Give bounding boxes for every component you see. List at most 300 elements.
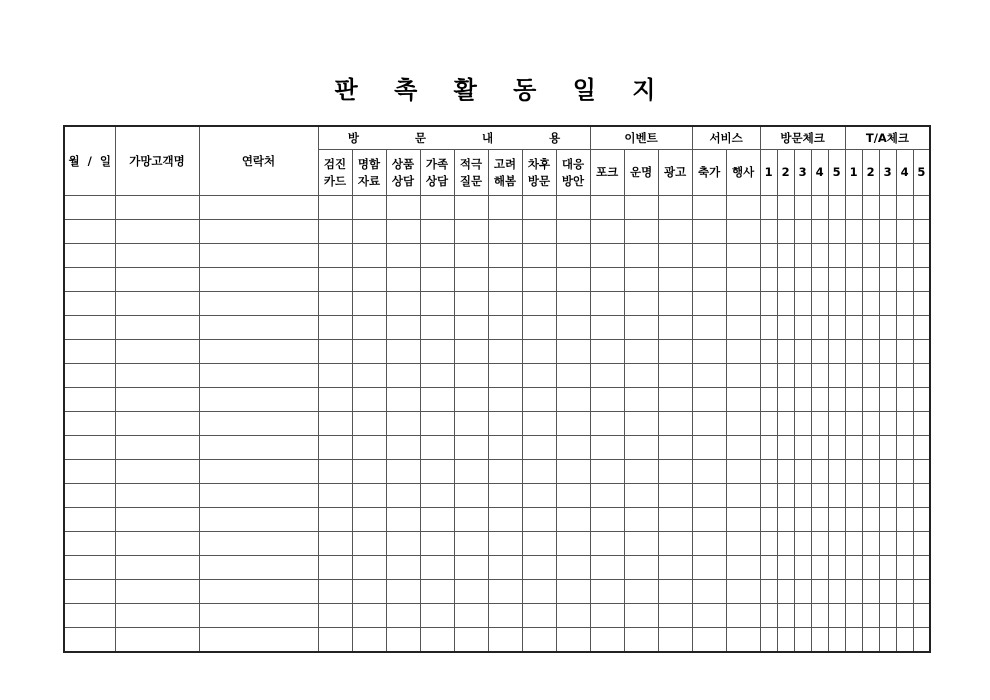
table-cell[interactable] — [845, 196, 862, 220]
table-cell[interactable] — [488, 508, 522, 532]
table-cell[interactable] — [115, 220, 199, 244]
table-cell[interactable] — [488, 340, 522, 364]
table-cell[interactable] — [896, 220, 913, 244]
table-cell[interactable] — [777, 340, 794, 364]
table-cell[interactable] — [794, 532, 811, 556]
table-cell[interactable] — [522, 268, 556, 292]
table-cell[interactable] — [692, 580, 726, 604]
table-cell[interactable] — [115, 508, 199, 532]
table-cell[interactable] — [913, 196, 930, 220]
table-cell[interactable] — [777, 244, 794, 268]
table-cell[interactable] — [199, 340, 318, 364]
table-cell[interactable] — [913, 220, 930, 244]
table-cell[interactable] — [692, 340, 726, 364]
table-cell[interactable] — [488, 412, 522, 436]
table-cell[interactable] — [862, 340, 879, 364]
table-cell[interactable] — [692, 484, 726, 508]
table-cell[interactable] — [811, 556, 828, 580]
table-cell[interactable] — [488, 196, 522, 220]
table-cell[interactable] — [115, 316, 199, 340]
table-cell[interactable] — [794, 508, 811, 532]
table-cell[interactable] — [692, 508, 726, 532]
table-cell[interactable] — [896, 604, 913, 628]
table-cell[interactable] — [879, 388, 896, 412]
table-cell[interactable] — [896, 436, 913, 460]
table-cell[interactable] — [556, 340, 590, 364]
table-cell[interactable] — [726, 460, 760, 484]
table-cell[interactable] — [115, 580, 199, 604]
table-cell[interactable] — [199, 628, 318, 653]
table-cell[interactable] — [913, 292, 930, 316]
table-cell[interactable] — [760, 364, 777, 388]
table-cell[interactable] — [454, 196, 488, 220]
table-cell[interactable] — [522, 244, 556, 268]
table-cell[interactable] — [64, 196, 115, 220]
table-cell[interactable] — [811, 340, 828, 364]
table-cell[interactable] — [811, 508, 828, 532]
table-cell[interactable] — [692, 412, 726, 436]
table-cell[interactable] — [318, 412, 352, 436]
table-cell[interactable] — [199, 508, 318, 532]
table-cell[interactable] — [556, 268, 590, 292]
table-cell[interactable] — [828, 604, 845, 628]
table-cell[interactable] — [811, 484, 828, 508]
table-cell[interactable] — [420, 532, 454, 556]
table-cell[interactable] — [624, 340, 658, 364]
table-cell[interactable] — [862, 460, 879, 484]
table-cell[interactable] — [845, 388, 862, 412]
table-cell[interactable] — [896, 412, 913, 436]
table-cell[interactable] — [386, 580, 420, 604]
table-cell[interactable] — [828, 412, 845, 436]
table-cell[interactable] — [811, 364, 828, 388]
table-cell[interactable] — [556, 460, 590, 484]
table-cell[interactable] — [488, 364, 522, 388]
table-cell[interactable] — [828, 364, 845, 388]
table-cell[interactable] — [862, 244, 879, 268]
table-cell[interactable] — [199, 388, 318, 412]
table-cell[interactable] — [488, 460, 522, 484]
table-cell[interactable] — [896, 460, 913, 484]
table-cell[interactable] — [488, 244, 522, 268]
table-cell[interactable] — [115, 268, 199, 292]
table-cell[interactable] — [522, 484, 556, 508]
table-cell[interactable] — [488, 268, 522, 292]
table-cell[interactable] — [199, 316, 318, 340]
table-cell[interactable] — [386, 340, 420, 364]
table-cell[interactable] — [420, 316, 454, 340]
table-cell[interactable] — [64, 508, 115, 532]
table-cell[interactable] — [879, 604, 896, 628]
table-cell[interactable] — [115, 436, 199, 460]
table-cell[interactable] — [828, 292, 845, 316]
table-cell[interactable] — [420, 604, 454, 628]
table-cell[interactable] — [760, 244, 777, 268]
table-cell[interactable] — [420, 340, 454, 364]
table-cell[interactable] — [352, 484, 386, 508]
table-cell[interactable] — [590, 556, 624, 580]
table-cell[interactable] — [115, 556, 199, 580]
table-cell[interactable] — [386, 436, 420, 460]
table-cell[interactable] — [624, 412, 658, 436]
table-cell[interactable] — [828, 316, 845, 340]
table-cell[interactable] — [896, 556, 913, 580]
table-cell[interactable] — [624, 196, 658, 220]
table-cell[interactable] — [386, 292, 420, 316]
table-cell[interactable] — [199, 292, 318, 316]
table-cell[interactable] — [624, 268, 658, 292]
table-cell[interactable] — [556, 412, 590, 436]
table-cell[interactable] — [522, 604, 556, 628]
table-cell[interactable] — [828, 388, 845, 412]
table-cell[interactable] — [624, 508, 658, 532]
table-cell[interactable] — [624, 604, 658, 628]
table-cell[interactable] — [658, 460, 692, 484]
table-cell[interactable] — [845, 244, 862, 268]
table-cell[interactable] — [692, 220, 726, 244]
table-cell[interactable] — [352, 292, 386, 316]
table-cell[interactable] — [811, 196, 828, 220]
table-cell[interactable] — [862, 316, 879, 340]
table-cell[interactable] — [522, 388, 556, 412]
table-cell[interactable] — [420, 412, 454, 436]
table-cell[interactable] — [658, 556, 692, 580]
table-cell[interactable] — [488, 580, 522, 604]
table-cell[interactable] — [420, 268, 454, 292]
table-cell[interactable] — [454, 412, 488, 436]
table-cell[interactable] — [454, 628, 488, 653]
table-cell[interactable] — [318, 556, 352, 580]
table-cell[interactable] — [777, 316, 794, 340]
table-cell[interactable] — [386, 412, 420, 436]
table-cell[interactable] — [199, 436, 318, 460]
table-cell[interactable] — [726, 364, 760, 388]
table-cell[interactable] — [64, 628, 115, 653]
table-cell[interactable] — [352, 508, 386, 532]
table-cell[interactable] — [454, 244, 488, 268]
table-cell[interactable] — [658, 532, 692, 556]
table-cell[interactable] — [811, 292, 828, 316]
table-cell[interactable] — [556, 580, 590, 604]
table-cell[interactable] — [811, 628, 828, 653]
table-cell[interactable] — [913, 244, 930, 268]
table-cell[interactable] — [845, 316, 862, 340]
table-cell[interactable] — [726, 532, 760, 556]
table-cell[interactable] — [692, 532, 726, 556]
table-cell[interactable] — [777, 364, 794, 388]
table-cell[interactable] — [64, 292, 115, 316]
table-cell[interactable] — [726, 580, 760, 604]
table-cell[interactable] — [522, 196, 556, 220]
table-cell[interactable] — [896, 196, 913, 220]
table-cell[interactable] — [726, 436, 760, 460]
table-cell[interactable] — [658, 484, 692, 508]
table-cell[interactable] — [794, 220, 811, 244]
table-cell[interactable] — [726, 628, 760, 653]
table-cell[interactable] — [64, 604, 115, 628]
table-cell[interactable] — [488, 388, 522, 412]
table-cell[interactable] — [828, 508, 845, 532]
table-cell[interactable] — [845, 412, 862, 436]
table-cell[interactable] — [811, 580, 828, 604]
table-cell[interactable] — [115, 628, 199, 653]
table-cell[interactable] — [352, 412, 386, 436]
table-cell[interactable] — [828, 436, 845, 460]
table-cell[interactable] — [352, 364, 386, 388]
table-cell[interactable] — [420, 244, 454, 268]
table-cell[interactable] — [658, 364, 692, 388]
table-cell[interactable] — [913, 484, 930, 508]
table-cell[interactable] — [777, 460, 794, 484]
table-cell[interactable] — [862, 196, 879, 220]
table-cell[interactable] — [658, 436, 692, 460]
table-cell[interactable] — [624, 484, 658, 508]
table-cell[interactable] — [624, 244, 658, 268]
table-cell[interactable] — [760, 532, 777, 556]
table-cell[interactable] — [896, 388, 913, 412]
table-cell[interactable] — [658, 604, 692, 628]
table-cell[interactable] — [828, 340, 845, 364]
table-cell[interactable] — [862, 268, 879, 292]
table-cell[interactable] — [556, 436, 590, 460]
table-cell[interactable] — [556, 508, 590, 532]
table-cell[interactable] — [913, 628, 930, 653]
table-cell[interactable] — [64, 244, 115, 268]
table-cell[interactable] — [454, 268, 488, 292]
table-cell[interactable] — [913, 508, 930, 532]
table-cell[interactable] — [318, 460, 352, 484]
table-cell[interactable] — [828, 628, 845, 653]
table-cell[interactable] — [420, 460, 454, 484]
table-cell[interactable] — [658, 508, 692, 532]
table-cell[interactable] — [199, 412, 318, 436]
table-cell[interactable] — [420, 292, 454, 316]
table-cell[interactable] — [794, 412, 811, 436]
table-cell[interactable] — [828, 556, 845, 580]
table-cell[interactable] — [556, 532, 590, 556]
table-cell[interactable] — [556, 244, 590, 268]
table-cell[interactable] — [913, 436, 930, 460]
table-cell[interactable] — [318, 484, 352, 508]
table-cell[interactable] — [913, 460, 930, 484]
table-cell[interactable] — [845, 532, 862, 556]
table-cell[interactable] — [420, 196, 454, 220]
table-cell[interactable] — [352, 316, 386, 340]
table-cell[interactable] — [879, 244, 896, 268]
table-cell[interactable] — [658, 388, 692, 412]
table-cell[interactable] — [913, 604, 930, 628]
table-cell[interactable] — [454, 292, 488, 316]
table-cell[interactable] — [845, 484, 862, 508]
table-cell[interactable] — [522, 316, 556, 340]
table-cell[interactable] — [913, 364, 930, 388]
table-cell[interactable] — [318, 604, 352, 628]
table-cell[interactable] — [692, 244, 726, 268]
table-cell[interactable] — [420, 220, 454, 244]
table-cell[interactable] — [896, 532, 913, 556]
table-cell[interactable] — [811, 220, 828, 244]
table-cell[interactable] — [352, 604, 386, 628]
table-cell[interactable] — [692, 316, 726, 340]
table-cell[interactable] — [760, 268, 777, 292]
table-cell[interactable] — [862, 364, 879, 388]
table-cell[interactable] — [845, 340, 862, 364]
table-cell[interactable] — [386, 196, 420, 220]
table-cell[interactable] — [794, 580, 811, 604]
table-cell[interactable] — [199, 244, 318, 268]
table-cell[interactable] — [199, 196, 318, 220]
table-cell[interactable] — [845, 580, 862, 604]
table-cell[interactable] — [488, 532, 522, 556]
table-cell[interactable] — [726, 604, 760, 628]
table-cell[interactable] — [64, 340, 115, 364]
table-cell[interactable] — [64, 484, 115, 508]
table-cell[interactable] — [811, 268, 828, 292]
table-cell[interactable] — [760, 196, 777, 220]
table-cell[interactable] — [692, 292, 726, 316]
table-cell[interactable] — [658, 340, 692, 364]
table-cell[interactable] — [794, 436, 811, 460]
table-cell[interactable] — [845, 292, 862, 316]
table-cell[interactable] — [794, 460, 811, 484]
table-cell[interactable] — [913, 340, 930, 364]
table-cell[interactable] — [692, 268, 726, 292]
table-cell[interactable] — [318, 292, 352, 316]
table-cell[interactable] — [590, 628, 624, 653]
table-cell[interactable] — [913, 532, 930, 556]
table-cell[interactable] — [879, 532, 896, 556]
table-cell[interactable] — [590, 532, 624, 556]
table-cell[interactable] — [658, 580, 692, 604]
table-cell[interactable] — [64, 556, 115, 580]
table-cell[interactable] — [794, 364, 811, 388]
table-cell[interactable] — [64, 412, 115, 436]
table-cell[interactable] — [590, 244, 624, 268]
table-cell[interactable] — [522, 436, 556, 460]
table-cell[interactable] — [115, 604, 199, 628]
table-cell[interactable] — [454, 388, 488, 412]
table-cell[interactable] — [760, 340, 777, 364]
table-cell[interactable] — [828, 484, 845, 508]
table-cell[interactable] — [522, 364, 556, 388]
table-cell[interactable] — [726, 412, 760, 436]
table-cell[interactable] — [862, 484, 879, 508]
table-cell[interactable] — [896, 292, 913, 316]
table-cell[interactable] — [760, 556, 777, 580]
table-cell[interactable] — [777, 388, 794, 412]
table-cell[interactable] — [845, 460, 862, 484]
table-cell[interactable] — [199, 364, 318, 388]
table-cell[interactable] — [556, 316, 590, 340]
table-cell[interactable] — [692, 604, 726, 628]
table-cell[interactable] — [624, 388, 658, 412]
table-cell[interactable] — [794, 340, 811, 364]
table-cell[interactable] — [777, 628, 794, 653]
table-cell[interactable] — [624, 220, 658, 244]
table-cell[interactable] — [64, 436, 115, 460]
table-cell[interactable] — [386, 388, 420, 412]
table-cell[interactable] — [454, 460, 488, 484]
table-cell[interactable] — [352, 532, 386, 556]
table-cell[interactable] — [879, 268, 896, 292]
table-cell[interactable] — [879, 292, 896, 316]
table-cell[interactable] — [199, 460, 318, 484]
table-cell[interactable] — [318, 628, 352, 653]
table-cell[interactable] — [794, 316, 811, 340]
table-cell[interactable] — [454, 340, 488, 364]
table-cell[interactable] — [420, 628, 454, 653]
table-cell[interactable] — [199, 484, 318, 508]
table-cell[interactable] — [913, 268, 930, 292]
table-cell[interactable] — [896, 340, 913, 364]
table-cell[interactable] — [318, 244, 352, 268]
table-cell[interactable] — [590, 220, 624, 244]
table-cell[interactable] — [658, 628, 692, 653]
table-cell[interactable] — [862, 292, 879, 316]
table-cell[interactable] — [760, 220, 777, 244]
table-cell[interactable] — [420, 508, 454, 532]
table-cell[interactable] — [590, 316, 624, 340]
table-cell[interactable] — [352, 628, 386, 653]
table-cell[interactable] — [879, 580, 896, 604]
table-cell[interactable] — [777, 220, 794, 244]
table-cell[interactable] — [590, 436, 624, 460]
table-cell[interactable] — [828, 460, 845, 484]
table-cell[interactable] — [777, 268, 794, 292]
table-cell[interactable] — [760, 604, 777, 628]
table-cell[interactable] — [115, 196, 199, 220]
table-cell[interactable] — [318, 268, 352, 292]
table-cell[interactable] — [420, 436, 454, 460]
table-cell[interactable] — [115, 460, 199, 484]
table-cell[interactable] — [318, 436, 352, 460]
table-cell[interactable] — [352, 244, 386, 268]
table-cell[interactable] — [454, 508, 488, 532]
table-cell[interactable] — [64, 364, 115, 388]
table-cell[interactable] — [777, 436, 794, 460]
table-cell[interactable] — [318, 388, 352, 412]
table-cell[interactable] — [692, 556, 726, 580]
table-cell[interactable] — [726, 196, 760, 220]
table-cell[interactable] — [794, 628, 811, 653]
table-cell[interactable] — [879, 340, 896, 364]
table-cell[interactable] — [522, 412, 556, 436]
table-cell[interactable] — [115, 532, 199, 556]
table-cell[interactable] — [115, 412, 199, 436]
table-cell[interactable] — [386, 532, 420, 556]
table-cell[interactable] — [692, 388, 726, 412]
table-cell[interactable] — [522, 508, 556, 532]
table-cell[interactable] — [556, 220, 590, 244]
table-cell[interactable] — [692, 460, 726, 484]
table-cell[interactable] — [760, 412, 777, 436]
table-cell[interactable] — [845, 436, 862, 460]
table-cell[interactable] — [420, 388, 454, 412]
table-cell[interactable] — [488, 220, 522, 244]
table-cell[interactable] — [845, 220, 862, 244]
table-cell[interactable] — [64, 316, 115, 340]
table-cell[interactable] — [726, 244, 760, 268]
table-cell[interactable] — [199, 580, 318, 604]
table-cell[interactable] — [454, 604, 488, 628]
table-cell[interactable] — [115, 340, 199, 364]
table-cell[interactable] — [556, 556, 590, 580]
table-cell[interactable] — [726, 292, 760, 316]
table-cell[interactable] — [862, 508, 879, 532]
table-cell[interactable] — [896, 244, 913, 268]
table-cell[interactable] — [726, 268, 760, 292]
table-cell[interactable] — [522, 556, 556, 580]
